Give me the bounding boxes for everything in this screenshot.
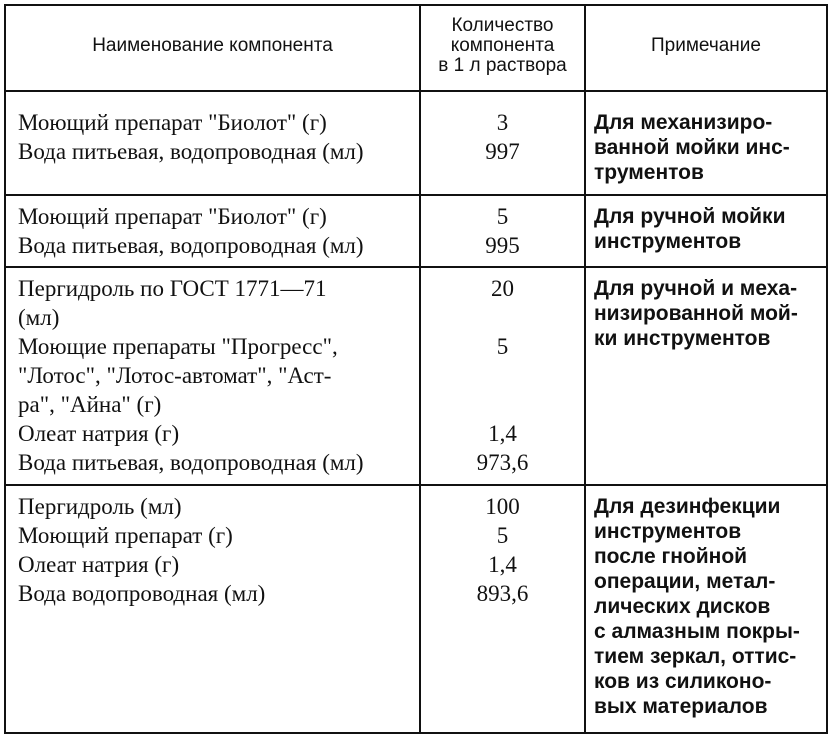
component-name: Вода питьевая, водопроводная (мл) [18, 450, 364, 475]
component-name: Вода питьевая, водопроводная (мл) [18, 139, 364, 164]
header-note [586, 36, 826, 56]
component-name: Вода питьевая, водопроводная (мл) [18, 233, 364, 258]
note-line: Для ручной мойки [594, 205, 786, 228]
component-quantity: 997 [485, 139, 520, 164]
note-line: Для ручной и меха- [594, 277, 798, 300]
component-name: Моющие препараты "Прогресс", [18, 334, 338, 359]
note-line: вых материалов [594, 695, 768, 718]
note-line: с алмазным покры- [594, 620, 800, 643]
component-quantity: 973,6 [476, 450, 529, 475]
group-1-quantities [421, 108, 584, 166]
group-2-quantities [421, 202, 584, 260]
note-line: Для дезинфекции [594, 495, 781, 518]
component-quantity: 893,6 [476, 581, 529, 606]
component-quantity: 5 [496, 523, 509, 548]
group-2-names [18, 202, 364, 260]
header-quantity [421, 16, 584, 76]
component-name: Олеат натрия (г) [18, 421, 180, 446]
group-1-note [594, 110, 790, 185]
note-line: операции, метал- [594, 570, 776, 593]
component-quantity: 1,4 [488, 552, 517, 577]
note-line: ков из силиконо- [594, 670, 772, 693]
group-3-note [594, 276, 798, 351]
note-line: низированной мой- [594, 302, 798, 325]
row-divider-1 [6, 194, 826, 196]
component-quantity: 20 [491, 276, 514, 301]
component-quantity: 3 [496, 110, 509, 135]
note-line: лических дисков [594, 595, 771, 618]
component-name: "Лотос", "Лотос-автомат", "Аст- [18, 363, 332, 388]
component-name: (мл) [18, 305, 60, 330]
component-name: Моющий препарат "Биолот" (г) [18, 110, 327, 135]
components-table [4, 4, 828, 734]
header-note-text: Примечание [651, 35, 761, 56]
header-divider [6, 90, 826, 92]
header-name-text: Наименование компонента [92, 35, 333, 56]
note-line: инструментов [594, 230, 742, 253]
component-quantity: 1,4 [488, 421, 517, 446]
component-name: ра", "Айна" (г) [18, 392, 162, 417]
note-line: инструментов [594, 520, 742, 543]
component-quantity: 5 [496, 204, 509, 229]
group-2-note [594, 204, 785, 254]
component-name: Пергидроль по ГОСТ 1771—71 [18, 276, 327, 301]
note-line: ванной мойки инс- [594, 136, 790, 159]
group-3-names [18, 274, 364, 477]
component-quantity: 100 [485, 494, 520, 519]
group-4-names [18, 492, 265, 608]
group-4-quantities [421, 492, 584, 608]
note-line: трументов [594, 161, 704, 184]
column-divider-2 [584, 6, 586, 732]
row-divider-2 [6, 266, 826, 268]
note-line: Для механизиро- [594, 111, 773, 134]
header-quantity-line: в 1 л раствора [438, 55, 567, 76]
row-divider-3 [6, 484, 826, 486]
component-name: Вода водопроводная (мл) [18, 581, 266, 606]
group-1-names [18, 108, 364, 166]
group-3-quantities [421, 274, 584, 477]
component-quantity: 5 [496, 334, 509, 359]
component-name: Пергидроль (мл) [18, 494, 182, 519]
header-quantity-line: Количество [451, 15, 554, 36]
component-name: Моющий препарат "Биолот" (г) [18, 204, 327, 229]
component-quantity: 995 [485, 233, 520, 258]
note-line: после гнойной [594, 545, 748, 568]
header-name [6, 36, 419, 56]
note-line: тием зеркал, оттис- [594, 645, 797, 668]
note-line: ки инструментов [594, 327, 771, 350]
component-name: Моющий препарат (г) [18, 523, 233, 548]
component-name: Олеат натрия (г) [18, 552, 180, 577]
header-quantity-line: компонента [450, 35, 555, 56]
group-4-note [594, 494, 800, 719]
